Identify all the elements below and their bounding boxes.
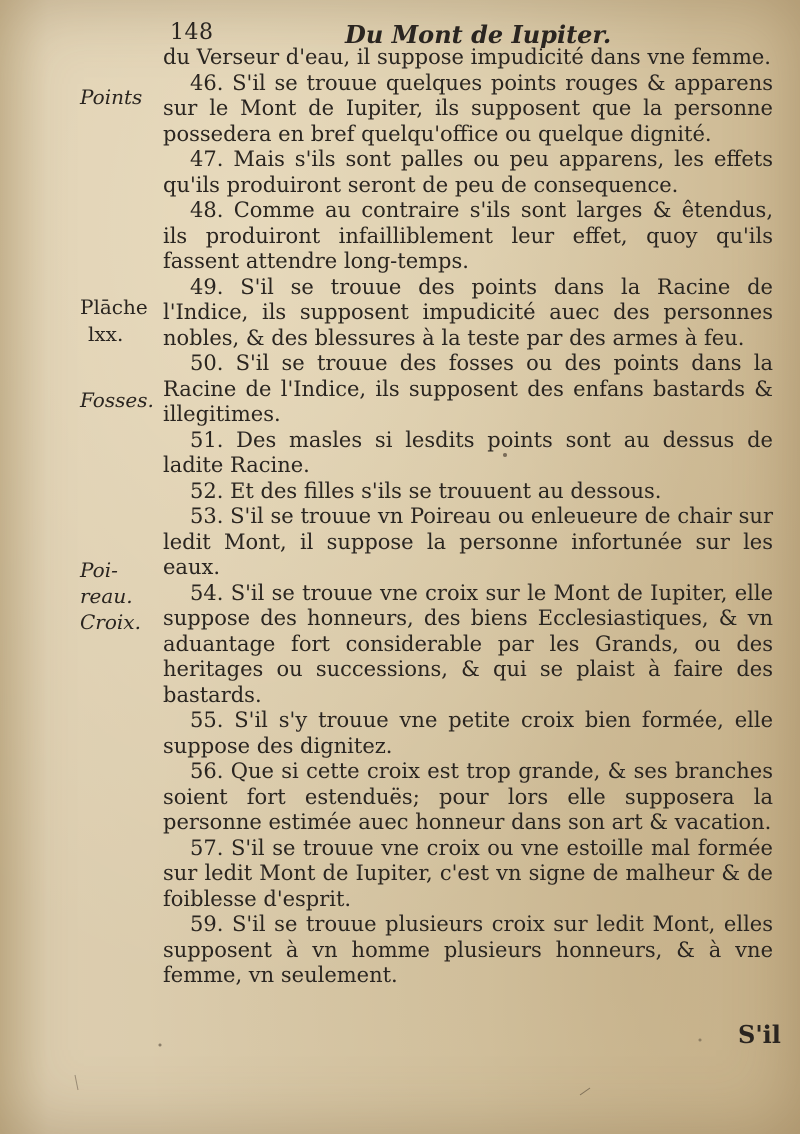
paragraph-51: 51. Des masles si lesdits points sont au dessus de ladite Racine. <box>163 427 773 477</box>
margin-note-planche-number: lxx. <box>88 322 124 346</box>
paragraph-57: 57. S'il se trouue vne croix ou vne estoille mal formée sur ledit Mont de Iupiter, c'est vn signe de malheur & de foiblesse d'esprit. <box>163 835 773 911</box>
margin-note-poireau-2: reau. <box>80 584 133 608</box>
paragraph-56: 56. Que si cette croix est trop grande, & ses branches soient fort estenduës; pour lors elle supposera la personne estimée auec honneur dans son art & vacation. <box>163 759 773 834</box>
running-head: Du Mont de Iupiter. <box>345 20 612 49</box>
paragraph-49: 49. S'il se trouue des points dans la Racine de l'Indice, ils supposent impudicité auec des personnes nobles, & des blessures à la teste par des armes à feu. <box>163 274 773 350</box>
paragraph-47: 47. Mais s'ils sont palles ou peu apparens, les effets qu'ils produiront seront de peu de consequence. <box>163 147 773 197</box>
catchword: S'il <box>738 1020 781 1049</box>
margin-note-points: Points <box>80 85 143 109</box>
paragraph-50: 50. S'il se trouue des fosses ou des points dans la Racine de l'Indice, ils supposent des enfans bastards & illegitimes. <box>163 351 773 426</box>
paragraph-54: 54. S'il se trouue vne croix sur le Mont de Iupiter, elle suppose des honneurs, des biens Ecclesiastiques, & vn aduantage fort considerable par les Grands, ou des heritages ou successions, & qui se plaist à faire des bastards. <box>163 580 773 707</box>
paragraph-53: 53. S'il se trouue vn Poireau ou enleueure de chair sur ledit Mont, il suppose la personne infortunée sur les eaux. <box>163 504 773 579</box>
paragraph-48: 48. Comme au contraire s'ils sont larges & êtendus, ils produiront infailliblement leur effet, quoy qu'ils fassent attendre long-temps. <box>163 198 773 273</box>
paragraph-46: 46. S'il se trouue quelques points rouges & apparens sur le Mont de Iupiter, ils supposent que la personne possedera en bref quelqu'office ou quelque dignité. <box>163 70 773 146</box>
paragraph-55: 55. S'il s'y trouue vne petite croix bien formée, elle suppose des dignitez. <box>163 708 773 758</box>
body-text <box>163 45 773 989</box>
paragraph-continuation: du Verseur d'eau, il suppose impudicité dans vne femme. <box>163 45 771 69</box>
paragraph-52: 52. Et des filles s'ils se trouuent au dessous. <box>190 478 662 503</box>
margin-note-planche: Plāche <box>80 295 148 319</box>
margin-note-poireau-1: Poi- <box>80 558 118 582</box>
paragraph-59: 59. S'il se trouue plusieurs croix sur ledit Mont, elles supposent à vn homme plusieurs honneurs, & à vne femme, vn seulement. <box>163 912 773 987</box>
page-number: 148 <box>170 20 214 45</box>
margin-note-fosses: Fosses. <box>80 388 154 412</box>
margin-note-croix: Croix. <box>80 610 141 634</box>
